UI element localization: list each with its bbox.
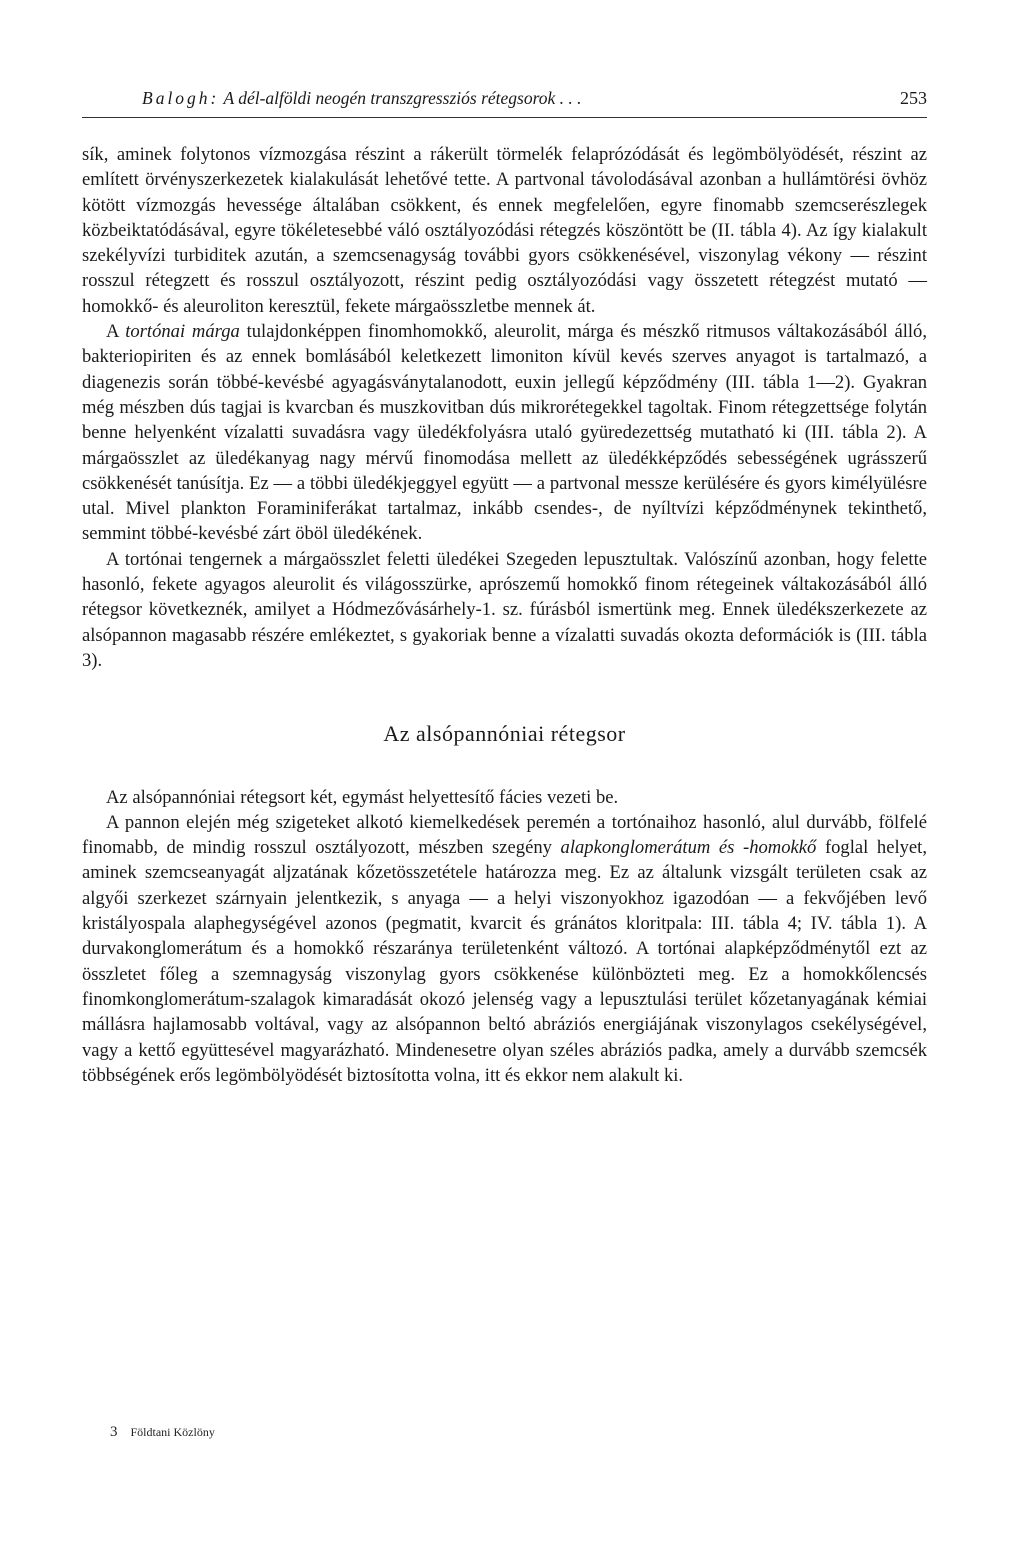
paragraph-4: Az alsópannóniai rétegsort két, egymást helyettesítő fácies vezeti be.	[106, 786, 619, 808]
page	[82, 88, 927, 1088]
italic-term-tortonai-marga: tortónai márga	[125, 321, 240, 343]
body-text	[82, 142, 927, 1088]
page-footer	[110, 1424, 215, 1441]
paragraph-3: A tortónai tengernek a márgaösszlet feletti üledékei Szegeden lepusztultak. Valószínű azonban, hogy felette hasonló, fekete agyagos aleurolit és világosszürke, aprószemű homokkő finom rétegeinek váltakozásából álló rétegsor következnék, amilyet a Hódmezővásárhely-1. sz. fúrásból ismertünk meg. Ennek üledékszerkezete az alsópannon magasabb részére emlékeztet, s gyakoriak benne a vízalatti suvadás okozta deformációk is (III. tábla 3).	[82, 548, 927, 671]
paragraph-1: sík, aminek folytonos vízmozgása részint a rákerült törmelék felaprózódását és legömbölyödését, részint az említett örvényszerkezetek kialakulását lehetővé tette. A partvonal távolodásával azonban a hullámtörési övhöz kötött vízmozgás hevessége általában csökkent, és ennek megfelelően, egyre finomabb szemcserészlegek közbeiktatódásával, egyre tökéletesebbé váló osztályozódási rétegzés köszöntött be (II. tábla 4). Az így kialakult szekélyvízi turbiditek azután, a szemcsenagyság további gyors csökkenésével, viszonylag vékony — részint rosszul rétegzett és rosszul osztályozott, részint pedig osztályozódási vagy összetett rétegzést mutató — homokkő- és aleuroliton keresztül, fekete márgaösszletbe mennek át.	[82, 144, 927, 317]
paragraph-2: A tortónai márga tulajdonképpen finomhomokkő, aleurolit, márga és mészkő ritmusos váltakozásából álló, bakteriopiriten és az ennek bomlásából keletkezett limoniton kívül kevés szerves anyagot is tartalmazó, a diagenezis során többé-kevésbé agyagásványtalanodott, euxin jellegű képződmény (III. tábla 1—2). Gyakran még mészben dús tagjai is kvarcban és muszkovitban dús mikrorétegekkel tagoltak. Finom rétegzettsége folytán benne helyenként vízalatti suvadásra vagy üledékfolyásra utaló gyüredezettség mutatható ki (III. tábla 2). A márgaösszlet az üledékanyag nagy mérvű finomodása mellett az üledékképződés sebességének ugrásszerű csökkenését tanúsítja. Ez — a többi üledékjeggyel együtt — a partvonal messze kerülésére és gyors kimélyülésre utal. Mivel plankton Foraminiferákat tartalmaz, inkább csendes-, de nyíltvízi képződménynek tekinthető, semmint többé-kevésbé zárt öböl üledékének.	[82, 321, 927, 545]
running-head	[82, 88, 927, 118]
article-title: A dél-alföldi neogén transzgressziós rétegsorok . . .	[223, 88, 582, 108]
page-number: 253	[900, 88, 927, 108]
running-title	[142, 88, 582, 109]
paragraph-5: A pannon elején még szigeteket alkotó kiemelkedések peremén a tortónaihoz hasonló, alul durvább, fölfelé finomabb, de mindig rosszul osztályozott, mészben szegény alapkonglomerátum és -homokkő foglal helyet, aminek szemcseanyagát aljzatának kőzetösszetétele határozza meg. Ez az általunk vizsgált területen csak az algyői szerkezet szárnyain jelentkezik, s anyaga — a helyi viszonyokhoz igazodóan — a fekvőjében levő kristályospala alaphegységével azonos (pegmatit, kvarcit és gránátos kloritpala: III. tábla 4; IV. tábla 1). A durvakonglomerátum és a homokkő részaránya területenként változó. A tortónai alapképződménytől ezt az összletet főleg a szemnagyság viszonylag gyors csökkenése különbözteti meg. Ez a homokkőlencsés finomkonglomerátum-szalagok kimaradását okozó jelenség vagy a lepusztulási terület kőzetanyagának kémiai mállásra hajlamosabb voltával, vagy az alsópannon beltó abráziós energiájának viszonylagos csekélységével, vagy a kettő együttesével magyarázható. Mindenesetre olyan széles abráziós padka, amely a durvább szemcsék többségének erős legömbölyödését biztosította volna, itt és ekkor nem alakult ki.	[82, 811, 927, 1086]
section-heading: Az alsópannóniai rétegsor	[383, 721, 626, 747]
signature-mark: 3	[110, 1424, 118, 1440]
author-name: Balogh:	[142, 88, 220, 108]
italic-term-alapkonglomeratum: alapkonglomerátum és -homokkő	[560, 837, 817, 859]
journal-name: Földtani Közlöny	[130, 1425, 215, 1439]
